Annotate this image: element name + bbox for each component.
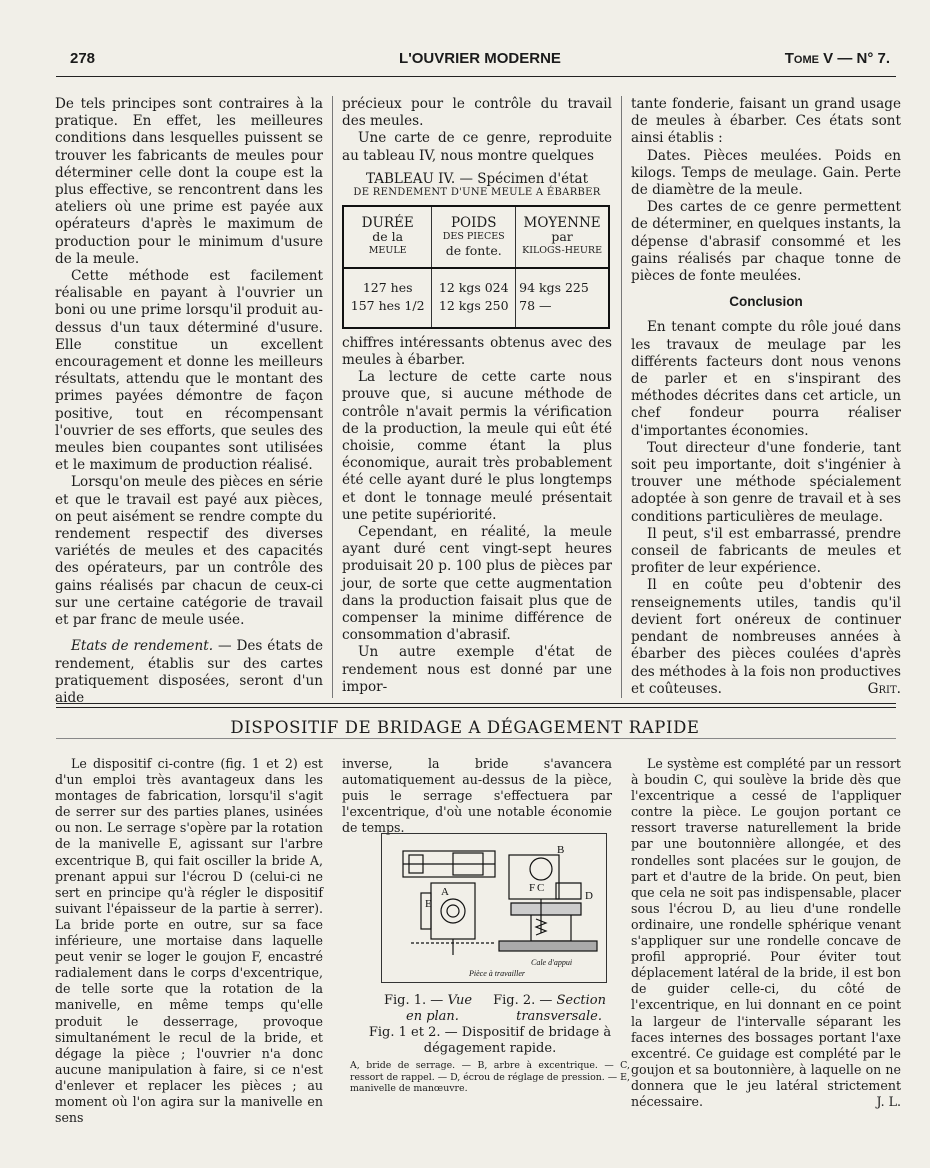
conclusion-heading: Conclusion (729, 294, 803, 310)
article2-column-2 (342, 756, 612, 836)
paragraph: Lorsqu'on meule des pièces en série et que le travail est payé aux pièces, on peut aisément se rendre compte du rendement respectif des diverses variétés de meules et des capacités des opérateurs, par un contrôle des gains réalisés par chacun de ceux-ci sur une certaine catégorie de travail et par franc de meule usée. (55, 474, 323, 629)
running-header (70, 50, 890, 72)
section-heading-inline: Etats de rendement. (71, 638, 214, 655)
label-D: D (585, 890, 593, 902)
table-cell: 12 kgs 250 (432, 297, 516, 328)
figure-legend: A, bride de serrage. — B, arbre à excentrique. — C, ressort de rappel. — D, écrou de réglage de pression. — E, manivelle de manœuvre. (350, 1060, 630, 1094)
section-rule (56, 703, 896, 704)
label-C: C (537, 882, 545, 894)
paragraph: Le système est complété par un ressort à boudin C, qui soulève la bride dès que l'excentrique a cessé de l'appliquer contre la pièce. Le goujon portant ce ressort traverse naturellement la bride par une boutonnière allongée, et des rondelles sont placées sur le goujon, de part et d'autre de la bride. On peut, bien que cela ne soit pas indispensable, placer sous l'écrou D, au lieu d'une rondelle ordinaire, une rondelle sphérique venant s'appliquer sur une rondelle concave de profil approprié. Pour éviter tout déplacement latéral de la bride, il est bon de guider celle-ci, du côté de l'excentrique, en lui donnant en ce point la largeur de l'intervalle séparant les faces internes des bossages portant l'axe excentré. Ce guidage est complété par le goujon et sa boutonnière, à laquelle on ne donnera que le jeu latéral strictement nécessaire. J. L. (631, 756, 901, 1109)
author-signature: Grit. (867, 680, 901, 697)
figure-caption (350, 993, 630, 1095)
journal-title: L'OUVRIER MODERNE (399, 50, 561, 67)
paragraph: De tels principes sont contraires à la pratique. En effet, les meilleures conditions dans lesquelles puissent se trouver les fabricants de meules pour déterminer celle dont la coupe est la plus effective, se rencontrent dans les ateliers où une prime est payée aux opérateurs d'après le maximum de production pour le minimum d'usure de la meule. (55, 96, 323, 267)
label-piece: Pièce à travailler (469, 969, 525, 978)
section-view (499, 855, 597, 951)
paragraph: précieux pour le contrôle du travail des meules. (342, 96, 612, 130)
plan-view (403, 851, 495, 955)
table-cell: 157 hes 1/2 (343, 297, 432, 328)
table-header: DURÉE de la MEULE (343, 206, 432, 268)
article2-column-1 (55, 756, 323, 1126)
fig2-caption: Fig. 2. — Section (493, 993, 606, 1008)
page-number: 278 (70, 50, 96, 67)
article-title: DISPOSITIF DE BRIDAGE A DÉGAGEMENT RAPIDE (230, 718, 700, 737)
paragraph: Tout directeur d'une fonderie, tant soit peu importante, doit s'ingénier à trouver une méthode spécialement adoptée à son genre de travail et à ses conditions particulières de meulage. (631, 439, 901, 525)
label-cale: Cale d'appui (531, 958, 573, 967)
column-divider (332, 96, 333, 698)
label-B: B (557, 844, 565, 856)
column-divider (621, 96, 622, 698)
table-header: POIDS DES PIECES de fonte. (432, 206, 516, 268)
figure-drawing (381, 833, 607, 983)
header-rule (56, 76, 896, 77)
figure-main-caption: Fig. 1 et 2. — Dispositif de bridage à dégagement rapide. (368, 1025, 612, 1056)
paragraph: Cette méthode est facilement réalisable en payant à l'ouvrier un boni ou une prime lorsqu'il produit au-dessus d'un taux déterminé d'usure. Elle constitue un excellent encouragement et donne les meilleurs résultats, attendu que le montant des primes payées démontre de façon positive, tout en récompensant l'ouvrier de ses efforts, que seules des meules bien coupantes sont utilisées et le maximum de production réalisé. (55, 268, 323, 474)
paragraph: Cependant, en réalité, la meule ayant duré cent vingt-sept heures produisait 20 p. 100 plus de pièces par jour, de sorte que cette augmentation dans la production faisait plus que de compenser la minime différence de consommation d'abrasif. (342, 524, 612, 644)
fig1-caption: Fig. 1. — Vue (384, 993, 473, 1008)
paragraph: Le dispositif ci-contre (fig. 1 et 2) est d'un emploi très avantageux dans les montages de fabrication, lorsqu'il s'agit de serrer sur des parties planes, usinées ou non. Le serrage s'opère par la rotation de la manivelle E, agissant sur l'arbre excentrique B, qui fait osciller la bride A, prenant appui sur l'écrou D (celui-ci ne sert en principe qu'à régler le dispositif suivant l'épaisseur de la partie à serrer). La bride porte en outre, sur sa face inférieure, une mortaise dans laquelle peut venir se loger le goujon F, encastré radialement dans le corps d'excentrique, de telle sorte que la rotation de la manivelle, en même temps qu'elle produit le desserrage, provoque simultanément le recul de la bride, et dégage la pièce ; l'ouvrier n'a donc aucune manipulation à faire, si ce n'est d'enlever et replacer les pièces ; au moment où l'on agira sur la manivelle en sens (55, 756, 323, 1126)
article1-column-3 (631, 96, 901, 698)
clamp-diagram-svg (381, 833, 607, 983)
paragraph: Des cartes de ce genre permettent de déterminer, en quelques instants, la dépense d'abrasif consommé et les gains réalisés par chaque tonne de pièces de fonte meulées. (631, 199, 901, 285)
title-rule (56, 738, 896, 739)
label-E: E (425, 898, 432, 910)
table-cell: 12 kgs 024 (432, 268, 516, 297)
table-cell: 78 — (519, 297, 552, 313)
article1-column-2 (342, 96, 612, 696)
table-row (343, 268, 609, 297)
table-header-row (343, 206, 609, 268)
section-rule (56, 707, 896, 708)
paragraph: Un autre exemple d'état de rendement nous est donné par une impor- (342, 644, 612, 695)
label-A: A (441, 886, 449, 898)
fig2-caption-2: transversale. (516, 1009, 602, 1024)
yield-table (342, 205, 610, 329)
article2-column-3 (631, 756, 901, 1110)
table-row (343, 297, 609, 328)
table-caption: TABLEAU IV. — Spécimen d'état DE RENDEMENT D'UNE MEULE A ÉBARBER (353, 170, 601, 198)
table-header: MOYENNE par KILOGS-HEURE (516, 206, 609, 268)
paragraph: Etats de rendement. — Des états de rendement, établis sur des cartes pratiquement disposées, seront d'un aide (55, 638, 323, 706)
fig1-caption-2: en plan. (406, 1009, 459, 1024)
paragraph: En tenant compte du rôle joué dans les travaux de meulage par les différents facteurs dont nous venons de parler et en s'inspirant des méthodes décrites dans cet article, un chef fondeur pourra réaliser d'importantes économies. (631, 319, 901, 439)
tome-number: Tome V — N° 7. (784, 50, 890, 67)
paragraph: La lecture de cette carte nous prouve que, si aucune méthode de contrôle n'avait permis la vérification de la production, la meule qui eût été choisie, comme étant la plus économique, aurait très probablement été celle ayant duré le plus longtemps et dont le tonnage meulé présentait une petite supériorité. (342, 369, 612, 523)
paragraph: tante fonderie, faisant un grand usage de meules à ébarber. Ces états sont ainsi établis : (631, 96, 901, 147)
table-cell: 127 hes (343, 268, 432, 297)
paragraph: Il peut, s'il est embarrassé, prendre conseil de fabricants de meules et profiter de leur expérience. (631, 525, 901, 577)
paragraph: Une carte de ce genre, reproduite au tableau IV, nous montre quelques (342, 130, 612, 164)
table-cell: 94 kgs 225 (519, 279, 589, 295)
author-signature: J. L. (876, 1093, 901, 1109)
article1-column-1 (55, 96, 323, 707)
paragraph: inverse, la bride s'avancera automatiquement au-dessus de la pièce, puis le serrage s'effectuera par l'excentrique, d'où une notable économie de temps. (342, 756, 612, 836)
paragraph: chiffres intéressants obtenus avec des meules à ébarber. (342, 334, 612, 369)
label-F: F (529, 882, 536, 894)
paragraph: Il en coûte peu d'obtenir des renseignements utiles, tandis qu'il devient fort onéreux de continuer pendant de nombreuses années à ébarber des pièces coulées d'après des méthodes à la fois non productives et coûteuses. Grit. (631, 577, 901, 697)
paragraph: Dates. Pièces meulées. Poids en kilogs. Temps de meulage. Gain. Perte de diamètre de la meule. (631, 147, 901, 199)
